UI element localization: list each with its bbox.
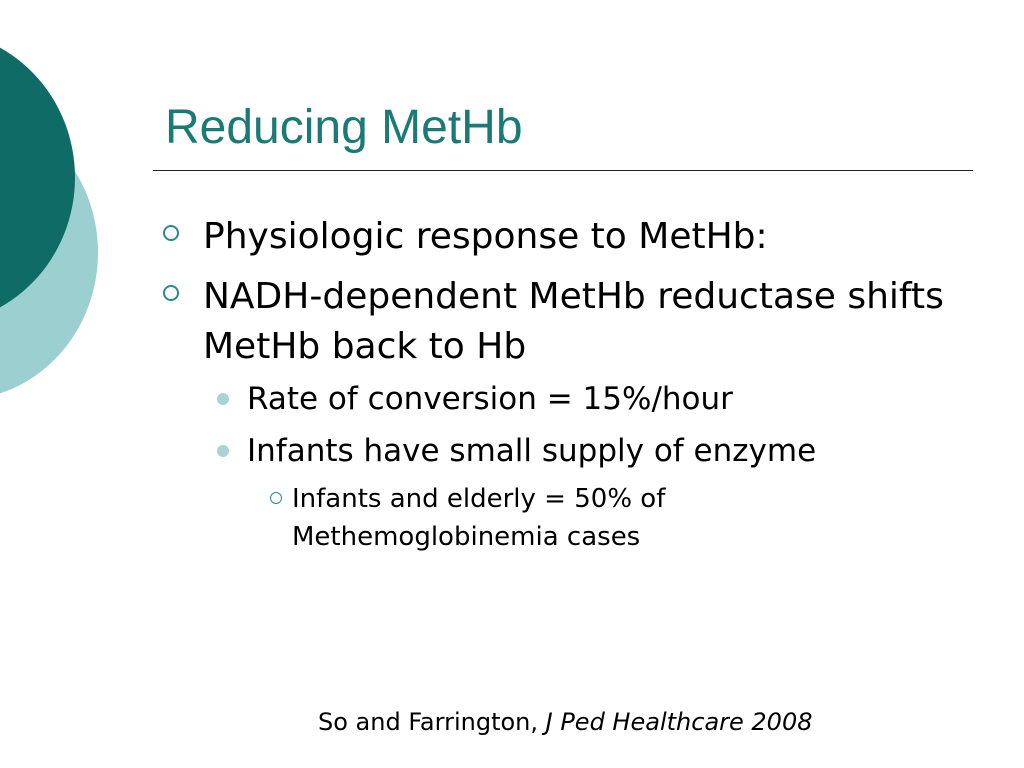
hollow-circle-icon [163,285,179,301]
hollow-circle-icon [163,225,179,241]
sub-bullet-item [217,431,937,471]
bullet-text: Physiologic response to MetHb: [203,216,768,257]
sub-sub-bullet-item [270,480,830,556]
filled-dot-icon [217,393,229,405]
citation [318,705,812,739]
sub-bullet-text: Infants have small supply of enzyme [247,433,817,469]
citation-authors: So and Farrington, [318,708,546,736]
filled-dot-icon [217,445,229,457]
bullet-item [163,272,953,372]
sub-bullet-item [217,379,937,419]
citation-journal: J Ped Healthcare 2008 [545,708,813,736]
sub-bullet-text: Rate of conversion = 15%/hour [247,381,733,417]
bullet-text: NADH-dependent MetHb reductase shifts MetHb back to Hb [203,276,944,367]
hollow-circle-icon [270,492,282,504]
bullet-item [163,212,953,262]
slide-title: Reducing MetHb [165,101,523,154]
sub-sub-bullet-text: Infants and elderly = 50% of Methemoglobinemia cases [292,484,666,552]
